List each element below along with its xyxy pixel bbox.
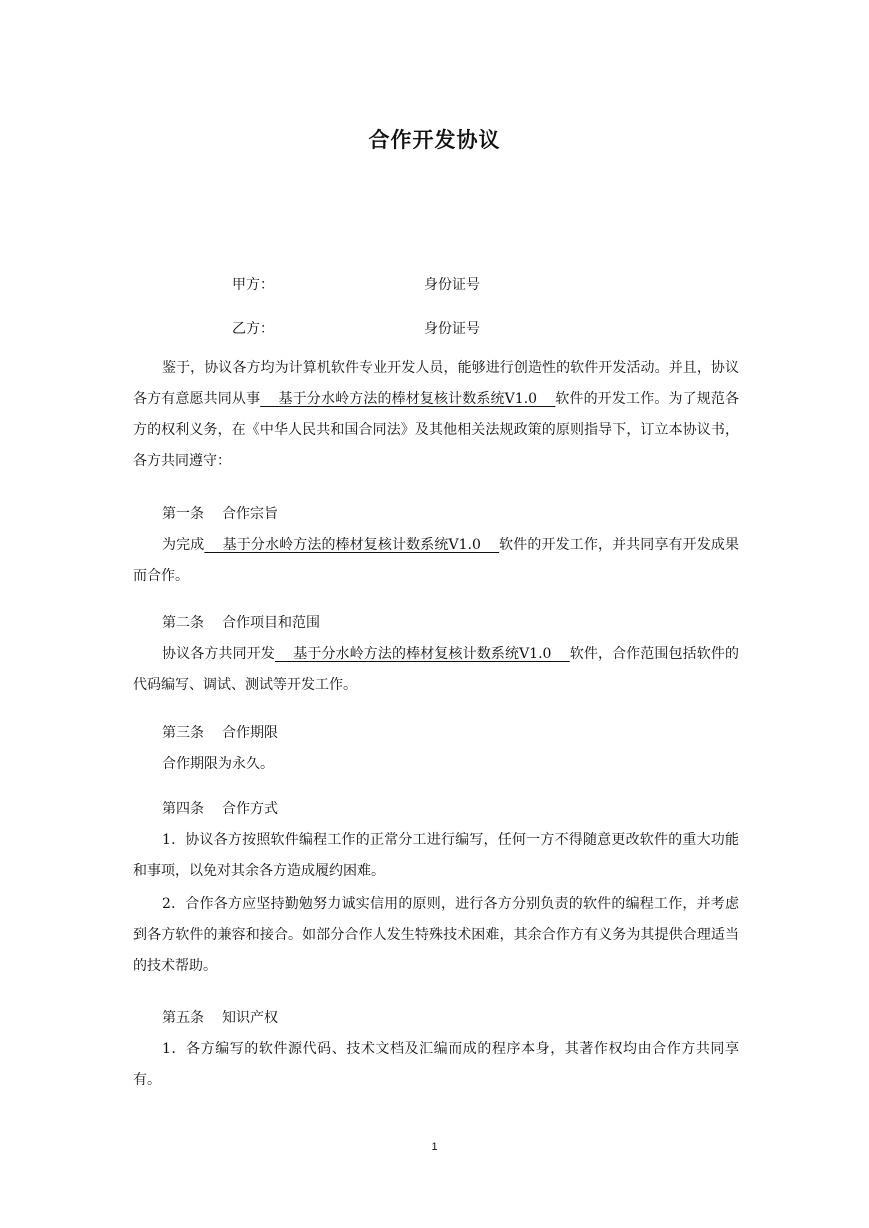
article-number: 第二条 bbox=[162, 615, 204, 631]
article-title: 合作期限 bbox=[222, 725, 278, 741]
software-name: 基于分水岭方法的棒材复核计数系统V1.0 bbox=[260, 391, 556, 407]
article-title: 合作方式 bbox=[222, 801, 278, 817]
article-5-heading bbox=[162, 1007, 278, 1027]
article-number: 第三条 bbox=[162, 725, 204, 741]
article-4-item-1: 1．协议各方按照软件编程工作的正常分工进行编写，任何一方不得随意更改软件的重大功能和事项，以免对其余各方造成履约困难。 bbox=[133, 832, 739, 879]
preamble-paragraph bbox=[133, 353, 739, 477]
article-1-heading bbox=[162, 503, 278, 523]
preamble-text-2: 软件的开发工作。为了规范各方的权利义务，在《中华人民共和国合同法》及其他相关法规政策的原则指导下，订立本协议书，各方共同遵守： bbox=[133, 391, 739, 469]
party-b-label: 乙方： bbox=[232, 321, 274, 337]
article-4-item-2: 2．合作各方应坚持勤勉努力诚实信用的原则，进行各方分别负责的软件的编程工作，并考虑到各方软件的兼容和接合。如部分合作人发生特殊技术困难，其余合作方有义务为其提供合理适当的技术帮助。 bbox=[133, 896, 739, 974]
page-number: 1 bbox=[431, 1141, 438, 1153]
article-1-body bbox=[133, 530, 739, 592]
software-name: 基于分水岭方法的棒材复核计数系统V1.0 bbox=[204, 537, 500, 553]
software-name: 基于分水岭方法的棒材复核计数系统V1.0 bbox=[274, 646, 570, 662]
preamble-text-1: 鉴于，协议各方均为计算机软件专业开发人员，能够进行创造性的软件开发活动。并且，协议各方有意愿共同从事 bbox=[133, 360, 739, 407]
article-2-text-1: 协议各方共同开发 bbox=[162, 646, 275, 662]
article-1-text-2: 软件的开发工作，并共同享有开发成果而合作。 bbox=[133, 537, 740, 584]
article-4-heading bbox=[162, 798, 278, 818]
article-3-heading bbox=[162, 722, 278, 742]
party-a-id-label: 身份证号 bbox=[424, 277, 480, 293]
article-title: 合作项目和范围 bbox=[222, 615, 320, 631]
article-number: 第四条 bbox=[162, 801, 204, 817]
party-b-id-label: 身份证号 bbox=[424, 321, 480, 337]
article-1-text-1: 为完成 bbox=[162, 537, 205, 553]
article-number: 第五条 bbox=[162, 1010, 204, 1026]
article-number: 第一条 bbox=[162, 506, 204, 522]
article-title: 合作宗旨 bbox=[222, 506, 278, 522]
article-3-body: 合作期限为永久。 bbox=[162, 756, 274, 772]
article-5-item-1: 1．各方编写的软件源代码、技术文档及汇编而成的程序本身，其著作权均由合作方共同享有。 bbox=[133, 1041, 739, 1088]
party-a-label: 甲方： bbox=[232, 277, 274, 293]
document-title: 合作开发协议 bbox=[368, 128, 501, 152]
article-2-text-2: 软件，合作范围包括软件的代码编写、调试、测试等开发工作。 bbox=[133, 646, 740, 693]
article-title: 知识产权 bbox=[222, 1010, 278, 1026]
article-2-heading bbox=[162, 612, 320, 632]
article-2-body bbox=[133, 639, 739, 701]
